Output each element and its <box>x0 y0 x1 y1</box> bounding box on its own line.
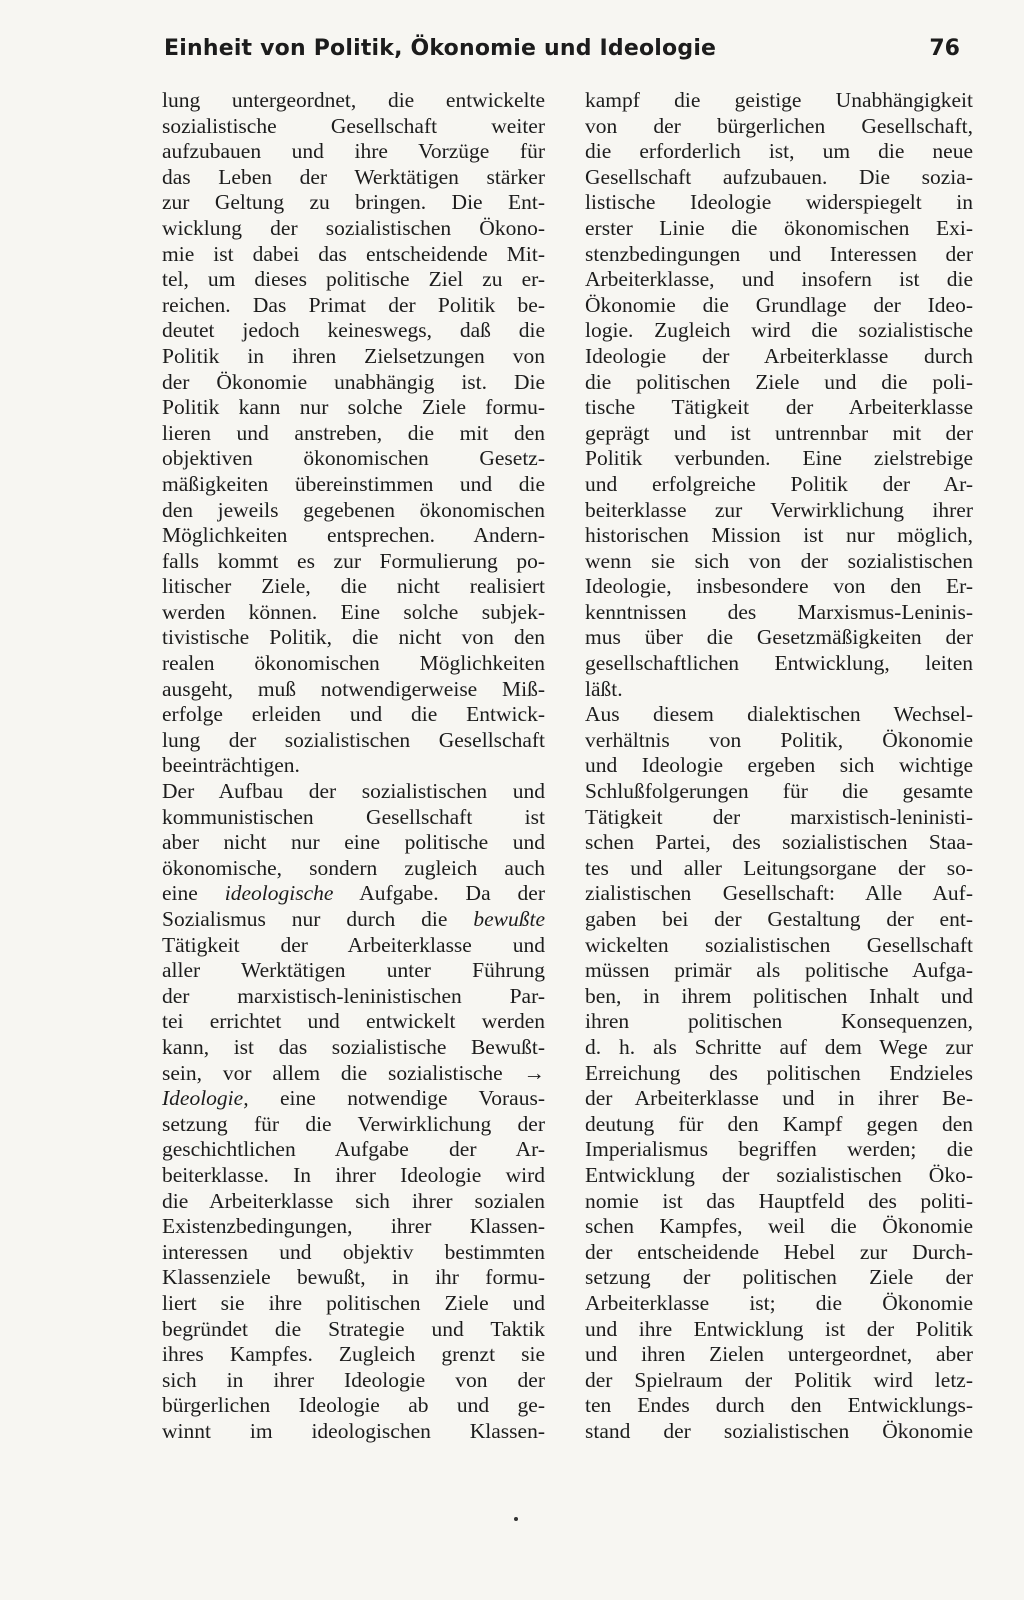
text-line: winnt im ideologischen Klassen- <box>162 1418 545 1443</box>
text-line: gaben bei der Gestaltung der ent- <box>585 907 973 931</box>
running-header <box>164 36 960 76</box>
text-line: kampf die geistige Unabhängigkeit <box>585 88 973 112</box>
text-line: Ideologie der Arbeiterklasse durch <box>585 343 973 368</box>
text-line: sich in ihrer Ideologie von der <box>162 1367 545 1392</box>
text-line: d. h. als Schritte auf dem Wege zur <box>585 1034 973 1059</box>
text-line: Ideologie, insbesondere von den Er- <box>585 574 973 599</box>
text-line: realen ökonomischen Möglichkeiten <box>162 651 545 676</box>
text-line: begründet die Strategie und Taktik <box>162 1316 545 1341</box>
text-line: von der bürgerlichen Gesellschaft, <box>585 113 973 138</box>
text-line: Imperialismus begriffen werden; die <box>585 1137 973 1162</box>
text-line: schen Kampfes, weil die Ökonomie <box>585 1214 973 1239</box>
text-line: logie. Zugleich wird die sozialistische <box>585 318 973 343</box>
text-line: listische Ideologie widerspiegelt in <box>585 190 973 215</box>
text-line: der Ökonomie unabhängig ist. Die <box>162 369 545 394</box>
text-line: und ihre Entwicklung ist der Politik <box>585 1316 973 1341</box>
text-line: ausgeht, muß notwendigerweise Miß- <box>162 676 545 701</box>
text-line: Tätigkeit der Arbeiterklasse und <box>162 932 545 957</box>
text-line: und ihren Zielen untergeordnet, aber <box>585 1342 973 1367</box>
text-line: deutung für den Kampf gegen den <box>585 1111 973 1136</box>
text-line: beeinträchtigen. <box>162 753 300 778</box>
text-line: kann, ist das sozialistische Bewußt- <box>162 1034 545 1059</box>
text-line: tische Tätigkeit der Arbeiterklasse <box>585 395 973 420</box>
text-line: Arbeiterklasse ist; die Ökonomie <box>585 1290 973 1315</box>
text-line: reichen. Das Primat der Politik be- <box>162 292 545 317</box>
text-line: Politik verbunden. Eine zielstrebige <box>585 446 973 471</box>
text-segment: eine <box>162 881 225 906</box>
text-line: historischen Mission ist nur möglich, <box>585 523 973 548</box>
text-line: setzung für die Verwirklichung der <box>162 1111 545 1136</box>
text-line: tei errichtet und entwickelt werden <box>162 1009 545 1034</box>
text-line: sein, vor allem die sozialistische → <box>162 1060 545 1085</box>
text-line: tivistische Politik, die nicht von den <box>162 625 545 650</box>
text-line: deutet jedoch keineswegs, daß die <box>162 318 545 343</box>
text-line: ihren politischen Konsequenzen, <box>585 1009 973 1034</box>
text-line: das Leben der Werktätigen stärker <box>162 164 545 189</box>
text-line: den jeweils gegebenen ökonomischen <box>162 497 545 522</box>
text-line: geprägt und ist untrennbar mit der <box>585 420 973 445</box>
text-line: kommunistischen Gesellschaft ist <box>162 804 545 829</box>
running-title: Einheit von Politik, Ökonomie und Ideologie <box>164 36 717 61</box>
text-line: nomie ist das Hauptfeld des politi- <box>585 1188 973 1213</box>
text-line: Klassenziele bewußt, in ihr formu- <box>162 1265 545 1290</box>
left-text-column <box>162 88 545 1444</box>
text-line: tes und aller Leitungsorgane der so- <box>585 855 973 880</box>
text-line: Der Aufbau der sozialistischen und <box>162 779 545 804</box>
text-line: wickelten sozialistischen Gesellschaft <box>585 932 973 957</box>
text-line: stand der sozialistischen Ökonomie <box>585 1418 973 1443</box>
text-line: Arbeiterklasse, und insofern ist die <box>585 267 973 292</box>
text-line: werden können. Eine solche subjek- <box>162 599 545 624</box>
text-line: liert sie ihre politischen Ziele und <box>162 1290 545 1315</box>
footer-dot <box>514 1517 518 1521</box>
text-line: tel, um dieses politische Ziel zu er- <box>162 267 545 292</box>
text-line: ben, in ihrem politischen Inhalt und <box>585 983 973 1008</box>
text-line: beiterklasse zur Verwirklichung ihrer <box>585 497 973 522</box>
text-line: zur Geltung zu bringen. Die Ent- <box>162 190 545 215</box>
text-line: läßt. <box>585 676 623 701</box>
text-line: gesellschaftlichen Entwicklung, leiten <box>585 651 973 676</box>
text-line: schen Partei, des sozialistischen Staa- <box>585 830 973 855</box>
text-line: wicklung der sozialistischen Ökono- <box>162 215 545 240</box>
text-line: Aus diesem dialektischen Wechsel- <box>585 702 973 727</box>
text-line: ökonomische, sondern zugleich auch <box>162 855 545 880</box>
text-line: wenn sie sich von der sozialistischen <box>585 548 973 573</box>
text-line: aber nicht nur eine politische und <box>162 830 545 855</box>
text-line: beiterklasse. In ihrer Ideologie wird <box>162 1162 545 1187</box>
text-line: falls kommt es zur Formulierung po- <box>162 548 545 573</box>
text-line: der entscheidende Hebel zur Durch- <box>585 1239 973 1264</box>
text-line: die erforderlich ist, um die neue <box>585 139 973 164</box>
text-line <box>162 1086 545 1112</box>
text-line: lung der sozialistischen Gesellschaft <box>162 727 545 752</box>
text-line <box>162 881 545 907</box>
text-line: Politik in ihren Zielsetzungen von <box>162 343 545 368</box>
text-line: kenntnissen des Marxismus-Leninis- <box>585 599 973 624</box>
text-line: Existenzbedingungen, ihrer Klassen- <box>162 1214 545 1239</box>
text-line: aufzubauen und ihre Vorzüge für <box>162 139 545 164</box>
right-text-column <box>585 88 973 1444</box>
text-segment: Sozialismus nur durch die <box>162 907 474 931</box>
text-line: Ökonomie die Grundlage der Ideo- <box>585 292 973 317</box>
text-line: erster Linie die ökonomischen Exi- <box>585 215 973 240</box>
text-line: objektiven ökonomischen Gesetz- <box>162 446 545 471</box>
italic-term: bewußte <box>473 907 545 931</box>
page-number: 76 <box>929 36 960 61</box>
text-line: ihres Kampfes. Zugleich grenzt sie <box>162 1342 545 1367</box>
text-line: und Ideologie ergeben sich wichtige <box>585 753 973 778</box>
text-line: geschichtlichen Aufgabe der Ar- <box>162 1137 545 1162</box>
text-line: interessen und objektiv bestimmten <box>162 1239 545 1264</box>
text-line: Erreichung des politischen Endzieles <box>585 1060 973 1085</box>
text-line: stenzbedingungen und Interessen der <box>585 241 973 266</box>
text-line: Möglichkeiten entsprechen. Andern- <box>162 523 545 548</box>
text-line: müssen primär als politische Aufga- <box>585 958 973 983</box>
text-line: verhältnis von Politik, Ökonomie <box>585 727 973 752</box>
text-line: die Arbeiterklasse sich ihrer sozialen <box>162 1188 545 1213</box>
text-line: mäßigkeiten übereinstimmen und die <box>162 471 545 496</box>
text-line: bürgerlichen Ideologie ab und ge- <box>162 1393 545 1418</box>
text-line: der Arbeiterklasse und in ihrer Be- <box>585 1086 973 1111</box>
text-segment: eine notwendige Voraus- <box>248 1086 545 1111</box>
italic-term: Ideologie, <box>162 1086 249 1111</box>
text-line: Politik kann nur solche Ziele formu- <box>162 395 545 420</box>
text-line: Tätigkeit der marxistisch-leninisti- <box>585 804 973 829</box>
text-segment: Aufgabe. Da der <box>333 881 546 906</box>
text-line: setzung der politischen Ziele der <box>585 1265 973 1290</box>
italic-term: ideologische <box>224 881 334 906</box>
text-line: lieren und anstreben, die mit den <box>162 420 545 445</box>
text-line: der marxistisch-leninistischen Par- <box>162 983 545 1008</box>
text-line: und erfolgreiche Politik der Ar- <box>585 471 973 496</box>
text-line: sozialistische Gesellschaft weiter <box>162 113 545 138</box>
text-line: ten Endes durch den Entwicklungs- <box>585 1393 973 1418</box>
text-line: litischer Ziele, die nicht realisiert <box>162 574 545 599</box>
text-line: lung untergeordnet, die entwickelte <box>162 88 545 112</box>
text-line: Schlußfolgerungen für die gesamte <box>585 779 973 804</box>
text-line: aller Werktätigen unter Führung <box>162 958 545 983</box>
text-line <box>162 907 545 933</box>
text-line: Gesellschaft aufzubauen. Die sozia- <box>585 164 973 189</box>
text-line: erfolge erleiden und die Entwick- <box>162 702 545 727</box>
text-line: mie ist dabei das entscheidende Mit- <box>162 241 545 266</box>
text-line: Entwicklung der sozialistischen Öko- <box>585 1162 973 1187</box>
text-line: zialistischen Gesellschaft: Alle Auf- <box>585 881 973 906</box>
text-line: die politischen Ziele und die poli- <box>585 369 973 394</box>
text-line: mus über die Gesetzmäßigkeiten der <box>585 625 973 650</box>
text-line: der Spielraum der Politik wird letz- <box>585 1367 973 1392</box>
